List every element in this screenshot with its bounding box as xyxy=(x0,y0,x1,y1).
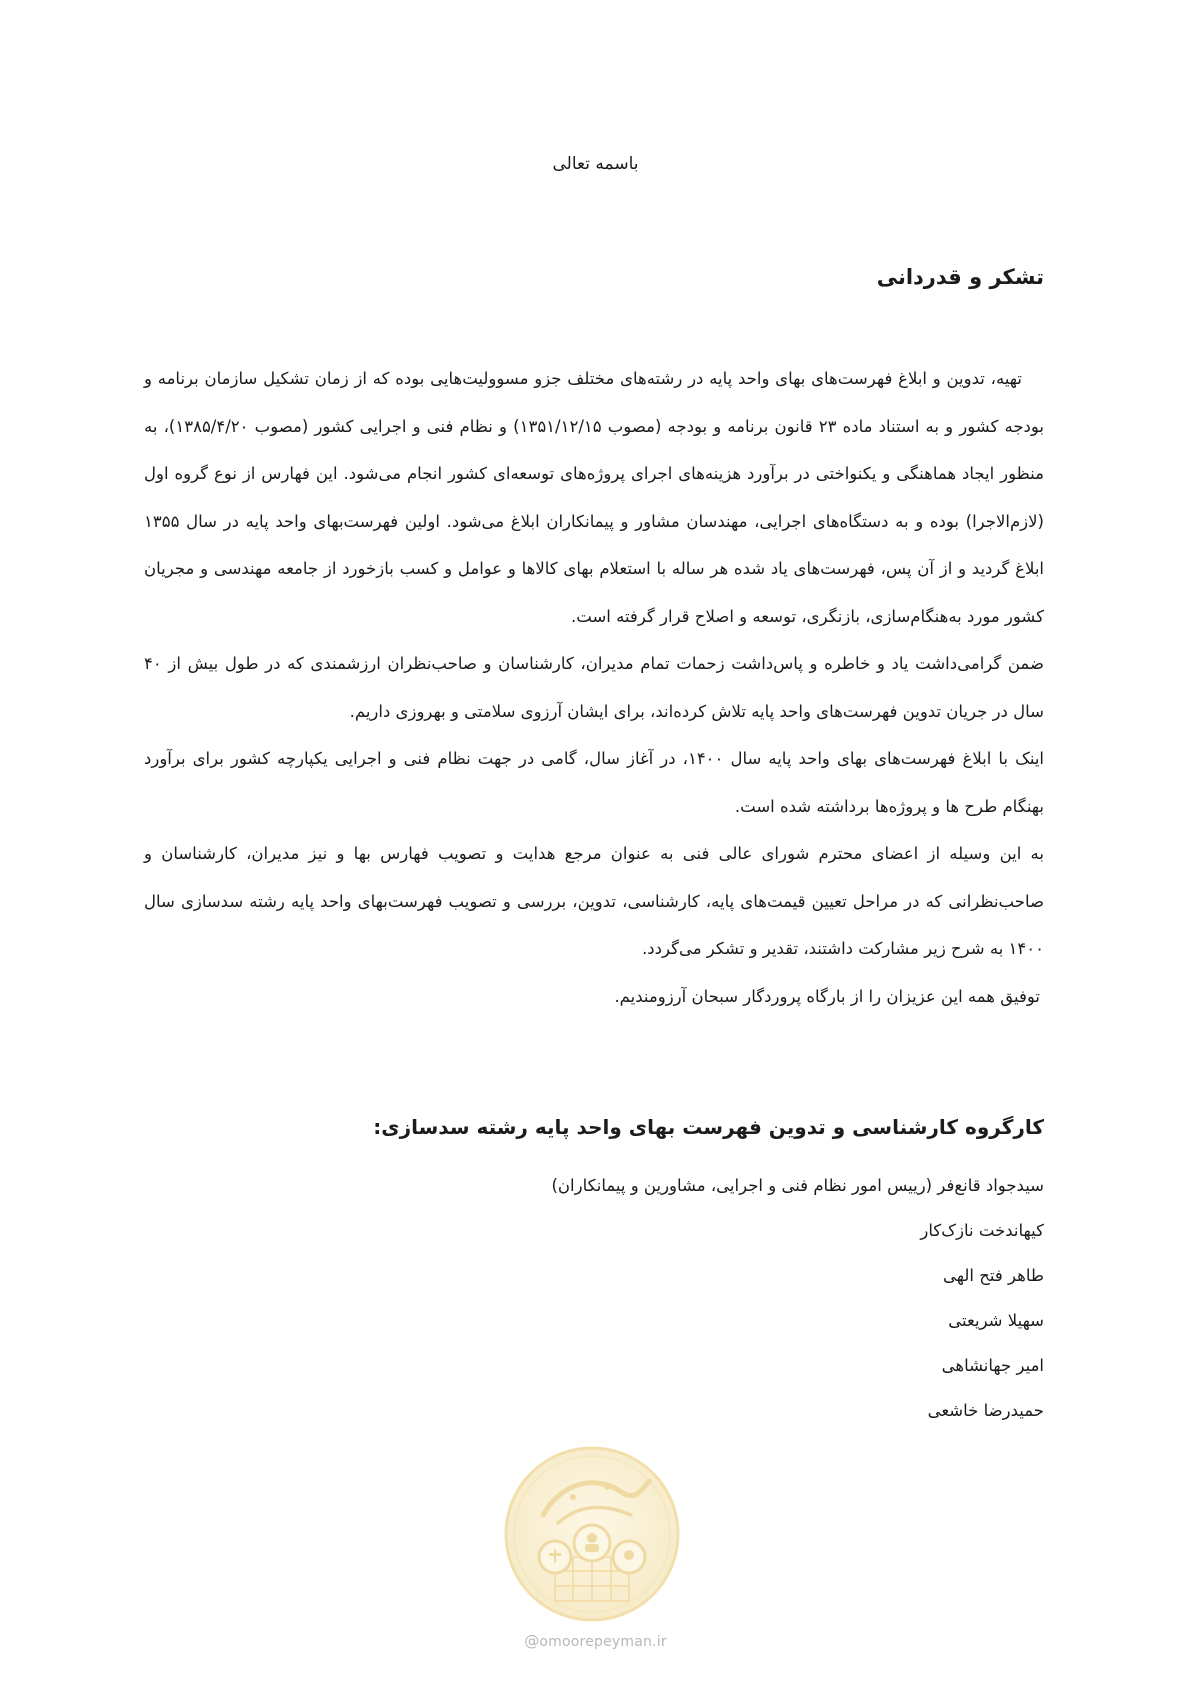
watermark-site-text: omoorepeyman.ir xyxy=(539,1634,667,1650)
paragraph-thanks: به این وسیله از اعضای محترم شورای عالی فنی به عنوان مرجع هدایت و تصویب فهارس بها و نیز مدیران، کارشناسان و صاحب‌نظرانی که در مراحل تعیین قیمت‌های پایه، کارشناسی، تدوین، بررسی و تصویب فهرست‌بهای واحد پایه رشته سدسازی سال ۱۴۰۰ به شرح زیر مشارکت داشتند، تقدیر و تشکر می‌گردد. xyxy=(144,844,1044,958)
committee-member: سیدجواد قانع‌فر (رییس امور نظام فنی و اجرایی، مشاورین و پیمانکاران) xyxy=(551,1176,1044,1195)
committee-title: کارگروه کارشناسی و تدوین فهرست بهای واحد پایه رشته سدسازی: xyxy=(373,1115,1044,1139)
committee-member: طاهر فتح الهی xyxy=(943,1266,1044,1285)
page-title: تشکر و قدردانی xyxy=(876,265,1044,289)
at-sign-icon: @ xyxy=(524,1632,540,1650)
watermark-caption xyxy=(0,1632,1191,1650)
paragraph-tribute: ضمن گرامی‌داشت یاد و خاطره و پاس‌داشت زحمات تمام مدیران، کارشناسان و صاحب‌نظران ارزشمندی که در طول بیش از ۴۰ سال در جریان تدوین فهرست‌های واحد پایه تلاش کرده‌اند، برای ایشان آرزوی سلامتی و بهروزی داریم. xyxy=(144,654,1044,721)
committee-member-list xyxy=(552,1163,1045,1433)
acknowledgement-body xyxy=(144,355,1044,1020)
paragraph-announcement: اینک با ابلاغ فهرست‌های بهای واحد پایه سال ۱۴۰۰، در آغاز سال، گامی در جهت نظام فنی و اجرایی یکپارچه کشور برای برآورد بهنگام طرح ها و پروژه‌ها برداشته شده است. xyxy=(144,749,1044,816)
basmala-header: باسمه تعالی xyxy=(552,154,639,174)
committee-member: سهیلا شریعتی xyxy=(948,1311,1044,1330)
watermark-logo-icon xyxy=(503,1445,681,1623)
paragraph-closing: توفیق همه این عزیزان را از بارگاه پروردگار سبحان آرزومندیم. xyxy=(614,986,1040,1006)
committee-member: حمیدرضا خاشعی xyxy=(927,1401,1044,1420)
committee-member: کیهاندخت نازک‌کار xyxy=(920,1221,1044,1240)
committee-member: امیر جهانشاهی xyxy=(941,1356,1044,1375)
paragraph-intro: تهیه، تدوین و ابلاغ فهرست‌های بهای واحد پایه در رشته‌های مختلف جزو مسوولیت‌هایی بوده که از زمان تشکیل سازمان برنامه و بودجه کشور و به استناد ماده ۲۳ قانون برنامه و بودجه (مصوب ۱۳۵۱/۱۲/۱۵) و نظام فنی و اجرایی کشور (مصوب ۱۳۸۵/۴/۲۰)، به منظور ایجاد هماهنگی و یکنواختی در برآورد هزینه‌های اجرای پروژه‌های توسعه‌ای کشور انجام می‌شود. این فهارس از نوع گروه اول (لازم‌الاجرا) بوده و به دستگاه‌های اجرایی، مهندسان مشاور و پیمانکاران ابلاغ می‌شود. اولین فهرست‌بهای واحد پایه در سال ۱۳۵۵ ابلاغ گردید و از آن پس، فهرست‌های یاد شده هر ساله با استعلام بهای کالاها و عوامل و کسب بازخورد از جامعه مهندسی و مجریان کشور مورد به‌هنگام‌سازی، بازنگری، توسعه و اصلاح قرار گرفته است. xyxy=(144,369,1044,626)
